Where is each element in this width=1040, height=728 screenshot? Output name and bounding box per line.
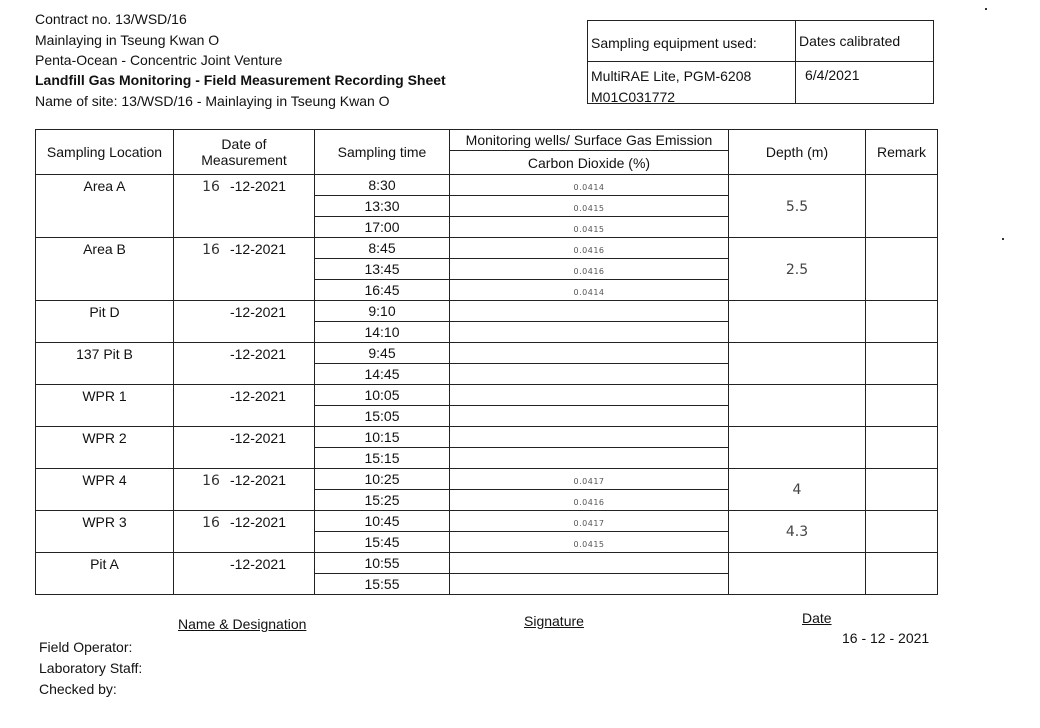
- co2-value-cell: [450, 427, 729, 448]
- co2-value-cell: [450, 511, 729, 532]
- co2-value-cell: [450, 574, 729, 595]
- equipment-label: Sampling equipment used:: [591, 35, 757, 51]
- sampling-location-cell: Pit A: [36, 553, 174, 595]
- depth-cell: [729, 343, 866, 385]
- sampling-time-cell: 16:45: [315, 280, 450, 301]
- sampling-location-cell: WPR 3: [36, 511, 174, 553]
- depth-cell: [729, 175, 866, 238]
- date-suffix: -12-2021: [229, 514, 286, 530]
- handwritten-co2-value: 0.0415: [573, 225, 605, 234]
- date-suffix: -12-2021: [229, 241, 286, 257]
- header-sampling-location: Sampling Location: [36, 130, 174, 175]
- table-row: [36, 469, 938, 490]
- header-carbon-dioxide: Carbon Dioxide (%): [450, 151, 729, 175]
- table-row: [36, 427, 938, 448]
- co2-value-cell: [450, 490, 729, 511]
- co2-value-cell: [450, 259, 729, 280]
- header-date-line1: Date of: [221, 136, 267, 152]
- sampling-time-cell: 13:45: [315, 259, 450, 280]
- handwritten-depth: 4.3: [785, 524, 809, 540]
- sampling-location-cell: Pit D: [36, 301, 174, 343]
- co2-value-cell: [450, 364, 729, 385]
- sampling-time-cell: 10:05: [315, 385, 450, 406]
- sampling-time-cell: 10:45: [315, 511, 450, 532]
- date-suffix: -12-2021: [229, 346, 286, 362]
- table-row: [36, 238, 938, 259]
- sampling-time-cell: 8:30: [315, 175, 450, 196]
- remark-cell: [866, 553, 938, 595]
- measurement-date-cell: [174, 469, 315, 511]
- sampling-time-cell: 9:45: [315, 343, 450, 364]
- date-suffix: -12-2021: [229, 556, 286, 572]
- site-name: Name of site: 13/WSD/16 - Mainlaying in Tseung Kwan O: [35, 93, 390, 109]
- sampling-time-cell: 17:00: [315, 217, 450, 238]
- sampling-time-cell: 15:25: [315, 490, 450, 511]
- co2-value-cell: [450, 217, 729, 238]
- sampling-time-cell: 15:05: [315, 406, 450, 427]
- sampling-location-cell: WPR 2: [36, 427, 174, 469]
- contractor-name: Penta-Ocean - Concentric Joint Venture: [35, 52, 283, 68]
- date-suffix: -12-2021: [229, 304, 286, 320]
- measurement-date-cell: [174, 553, 315, 595]
- sampling-time-cell: 10:25: [315, 469, 450, 490]
- handwritten-co2-value: 0.0416: [573, 498, 605, 507]
- date-suffix: -12-2021: [229, 388, 286, 404]
- handwritten-co2-value: 0.0415: [573, 204, 605, 213]
- table-body: [36, 175, 938, 595]
- co2-value-cell: [450, 469, 729, 490]
- measurement-date-cell: [174, 385, 315, 427]
- handwritten-co2-value: 0.0416: [573, 267, 605, 276]
- measurement-date-cell: [174, 238, 315, 301]
- header-monitoring-wells: Monitoring wells/ Surface Gas Emission: [450, 130, 729, 151]
- table-row: [36, 343, 938, 364]
- co2-value-cell: [450, 553, 729, 574]
- contract-number: Contract no. 13/WSD/16: [35, 11, 187, 27]
- handwritten-depth: 4: [792, 482, 802, 498]
- field-operator-label: Field Operator:: [39, 639, 133, 655]
- sampling-time-cell: 14:45: [315, 364, 450, 385]
- remark-cell: [866, 511, 938, 553]
- table-row: [36, 553, 938, 574]
- measurement-date-cell: [174, 511, 315, 553]
- handwritten-co2-value: 0.0417: [573, 477, 605, 486]
- co2-value-cell: [450, 343, 729, 364]
- co2-value-cell: [450, 175, 729, 196]
- measurement-date-cell: [174, 175, 315, 238]
- checked-by-label: Checked by:: [39, 681, 117, 697]
- sampling-time-cell: 10:55: [315, 553, 450, 574]
- handwritten-day: 16: [202, 179, 220, 195]
- dates-calibrated-label: Dates calibrated: [799, 33, 901, 49]
- co2-value-cell: [450, 196, 729, 217]
- scan-speck: [985, 8, 987, 10]
- depth-cell: [729, 385, 866, 427]
- remark-cell: [866, 238, 938, 301]
- co2-value-cell: [450, 301, 729, 322]
- remark-cell: [866, 175, 938, 238]
- co2-value-cell: [450, 406, 729, 427]
- depth-cell: [729, 238, 866, 301]
- footer-date-value: 16 - 12 - 2021: [842, 630, 930, 646]
- date-heading: Date: [802, 610, 832, 626]
- measurement-date-cell: [174, 301, 315, 343]
- handwritten-day: 16: [202, 473, 220, 489]
- remark-cell: [866, 301, 938, 343]
- sampling-location-cell: Area B: [36, 238, 174, 301]
- depth-cell: [729, 469, 866, 511]
- co2-value-cell: [450, 238, 729, 259]
- table-row: [36, 301, 938, 322]
- handwritten-co2-value: 0.0414: [573, 183, 605, 192]
- sampling-location-cell: WPR 4: [36, 469, 174, 511]
- project-name: Mainlaying in Tseung Kwan O: [35, 32, 220, 48]
- sampling-time-cell: 14:10: [315, 322, 450, 343]
- handwritten-co2-value: 0.0415: [573, 540, 605, 549]
- date-suffix: -12-2021: [229, 178, 286, 194]
- sampling-time-cell: 8:45: [315, 238, 450, 259]
- remark-cell: [866, 427, 938, 469]
- depth-cell: [729, 553, 866, 595]
- equipment-serial: M01C031772: [591, 89, 676, 105]
- name-designation-heading: Name & Designation: [178, 616, 307, 632]
- handwritten-day: 16: [202, 515, 220, 531]
- header-date-of-measurement: [174, 130, 315, 175]
- scan-speck: [1002, 238, 1004, 240]
- sampling-time-cell: 15:45: [315, 532, 450, 553]
- handwritten-depth: 2.5: [785, 261, 809, 278]
- remark-cell: [866, 385, 938, 427]
- handwritten-co2-value: 0.0414: [573, 288, 605, 297]
- handwritten-co2-value: 0.0416: [573, 246, 605, 255]
- co2-value-cell: [450, 385, 729, 406]
- date-suffix: -12-2021: [229, 430, 286, 446]
- handwritten-depth: 5.5: [785, 198, 809, 215]
- depth-cell: [729, 511, 866, 553]
- calibration-date: 6/4/2021: [805, 67, 860, 83]
- signature-heading: Signature: [524, 613, 584, 629]
- handwritten-co2-value: 0.0417: [573, 519, 605, 528]
- header-date-line2: Measurement: [201, 152, 287, 168]
- equipment-box: [587, 20, 934, 104]
- sampling-time-cell: 15:55: [315, 574, 450, 595]
- table-row: [36, 175, 938, 196]
- equipment-model: MultiRAE Lite, PGM-6208: [591, 68, 752, 84]
- table-row: [36, 385, 938, 406]
- date-suffix: -12-2021: [229, 472, 286, 488]
- sampling-location-cell: WPR 1: [36, 385, 174, 427]
- co2-value-cell: [450, 280, 729, 301]
- measurement-table: [35, 129, 938, 595]
- sampling-time-cell: 13:30: [315, 196, 450, 217]
- sampling-time-cell: 10:15: [315, 427, 450, 448]
- header-depth: Depth (m): [729, 130, 866, 175]
- sampling-location-cell: 137 Pit B: [36, 343, 174, 385]
- depth-cell: [729, 427, 866, 469]
- handwritten-day: 16: [202, 242, 220, 258]
- depth-cell: [729, 301, 866, 343]
- header-remark: Remark: [866, 130, 938, 175]
- sheet-title: Landfill Gas Monitoring - Field Measurement Recording Sheet: [35, 72, 446, 88]
- co2-value-cell: [450, 532, 729, 553]
- co2-value-cell: [450, 322, 729, 343]
- sampling-time-cell: 9:10: [315, 301, 450, 322]
- header-sampling-time: Sampling time: [315, 130, 450, 175]
- table-row: [36, 511, 938, 532]
- measurement-date-cell: [174, 427, 315, 469]
- sampling-time-cell: 15:15: [315, 448, 450, 469]
- remark-cell: [866, 469, 938, 511]
- measurement-date-cell: [174, 343, 315, 385]
- sampling-location-cell: Area A: [36, 175, 174, 238]
- remark-cell: [866, 343, 938, 385]
- co2-value-cell: [450, 448, 729, 469]
- laboratory-staff-label: Laboratory Staff:: [39, 660, 143, 676]
